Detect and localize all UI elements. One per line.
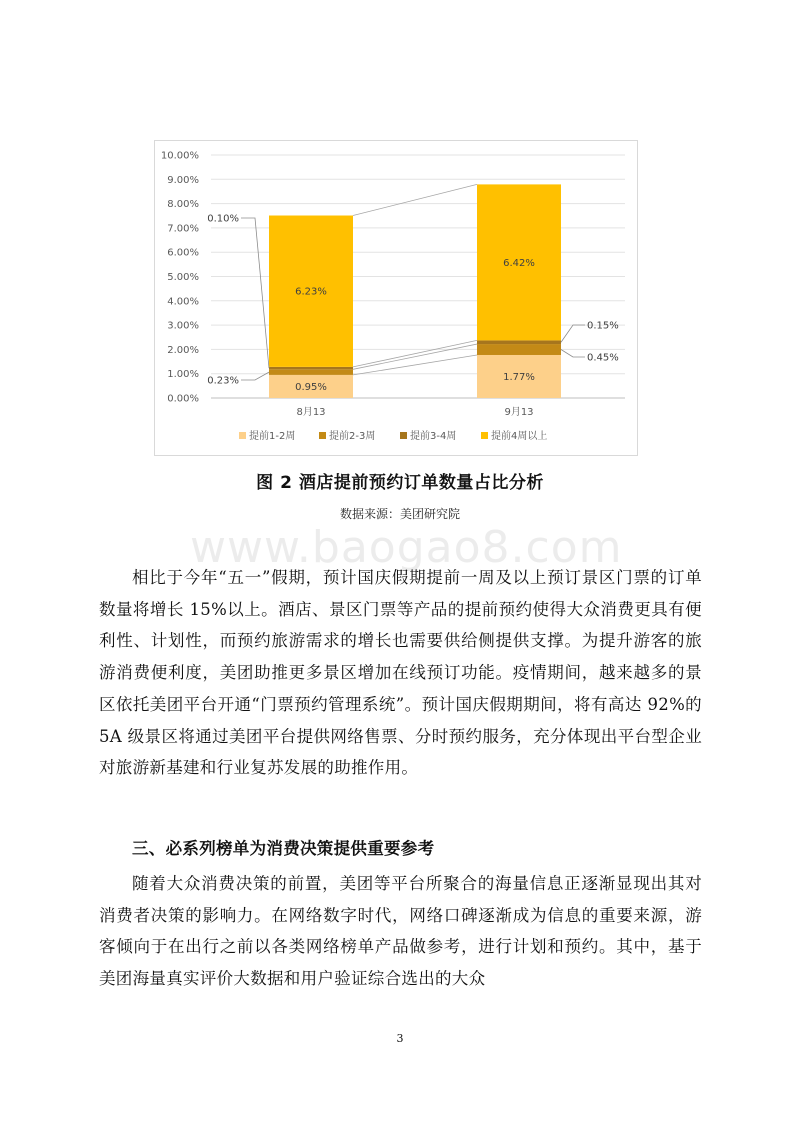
series-line bbox=[353, 344, 477, 369]
data-label: 0.10% bbox=[207, 213, 239, 225]
x-tick-label: 9月13 bbox=[504, 407, 534, 418]
leader-line bbox=[241, 218, 269, 368]
series-line bbox=[353, 355, 477, 375]
section-heading: 三、必系列榜单为消费决策提供重要参考 bbox=[132, 839, 435, 858]
page-number: 3 bbox=[396, 1032, 404, 1045]
series-line bbox=[353, 340, 477, 366]
leader-line bbox=[561, 325, 585, 342]
y-tick-label: 8.00% bbox=[167, 199, 199, 211]
legend-swatch bbox=[481, 432, 488, 439]
figure-caption: 图 2 酒店提前预约订单数量占比分析 bbox=[256, 473, 544, 493]
y-tick-label: 5.00% bbox=[167, 272, 199, 283]
paragraph: 随着大众消费决策的前置，美团等平台所聚合的海量信息正逐渐显现出其对消费者决策的影响力。在网络数字时代，网络口碑逐渐成为信息的重要来源，游客倾向于在出行之前以各类网络榜单产品做参考，进行计划和预约。其中，基于美团海量真实评价大数据和用户验证综合选出的大众 bbox=[99, 874, 702, 989]
data-label: 6.23% bbox=[295, 286, 327, 298]
paragraph: 相比于今年“五一”假期，预计国庆假期提前一周及以上预订景区门票的订单数量将增长 15%以上。酒店、景区门票等产品的提前预约使得大众消费更具有便利性、计划性，而预约旅游需求的增长也需要供给侧提供支撑。为提升游客的旅游消费便利度，美团助推更多景区增加在线预订功能。疫情期间，越来越多的景区依托美团平台开通“门票预约管理系统”。预计国庆假期期间，将有高达 92%的 5A 级景区将通过美团平台提供网络售票、分时预约服务，充分体现出平台型企业对旅游新基建和行业复苏发展的助推作用。 bbox=[99, 568, 702, 778]
legend-label: 提前4周以上 bbox=[491, 431, 548, 442]
body-section-2 bbox=[99, 868, 702, 995]
data-label: 0.15% bbox=[587, 320, 619, 332]
bar-segment bbox=[477, 344, 561, 355]
figure-source: 数据来源：美团研究院 bbox=[339, 507, 460, 521]
legend-label: 提前2-3周 bbox=[329, 431, 376, 442]
y-tick-label: 0.00% bbox=[167, 393, 199, 405]
legend-label: 提前3-4周 bbox=[410, 431, 457, 442]
bar-segment bbox=[269, 367, 353, 369]
data-label: 0.45% bbox=[587, 352, 619, 364]
y-tick-label: 3.00% bbox=[167, 320, 199, 332]
leader-line bbox=[561, 350, 585, 357]
data-label: 0.95% bbox=[295, 381, 327, 393]
legend-label: 提前1-2周 bbox=[249, 431, 296, 442]
bar-segment bbox=[269, 369, 353, 375]
y-tick-label: 7.00% bbox=[167, 223, 199, 235]
series-line bbox=[353, 184, 477, 215]
bar-segment bbox=[477, 340, 561, 344]
y-tick-label: 9.00% bbox=[167, 174, 199, 186]
data-label: 0.23% bbox=[207, 375, 239, 387]
legend-swatch bbox=[400, 432, 407, 439]
body-section-1 bbox=[99, 562, 702, 784]
x-tick-label: 8月13 bbox=[296, 407, 326, 418]
watermark: www.baogao8.com bbox=[190, 522, 623, 573]
data-label: 6.42% bbox=[503, 257, 535, 269]
legend-swatch bbox=[239, 432, 246, 439]
legend-swatch bbox=[319, 432, 326, 439]
stacked-bar-chart bbox=[155, 141, 637, 455]
chart-container bbox=[154, 140, 638, 456]
y-tick-label: 4.00% bbox=[167, 296, 199, 308]
y-tick-label: 1.00% bbox=[167, 369, 199, 381]
y-tick-label: 6.00% bbox=[167, 247, 199, 259]
y-tick-label: 10.00% bbox=[160, 150, 199, 162]
data-label: 1.77% bbox=[503, 371, 535, 383]
y-tick-label: 2.00% bbox=[167, 344, 199, 356]
